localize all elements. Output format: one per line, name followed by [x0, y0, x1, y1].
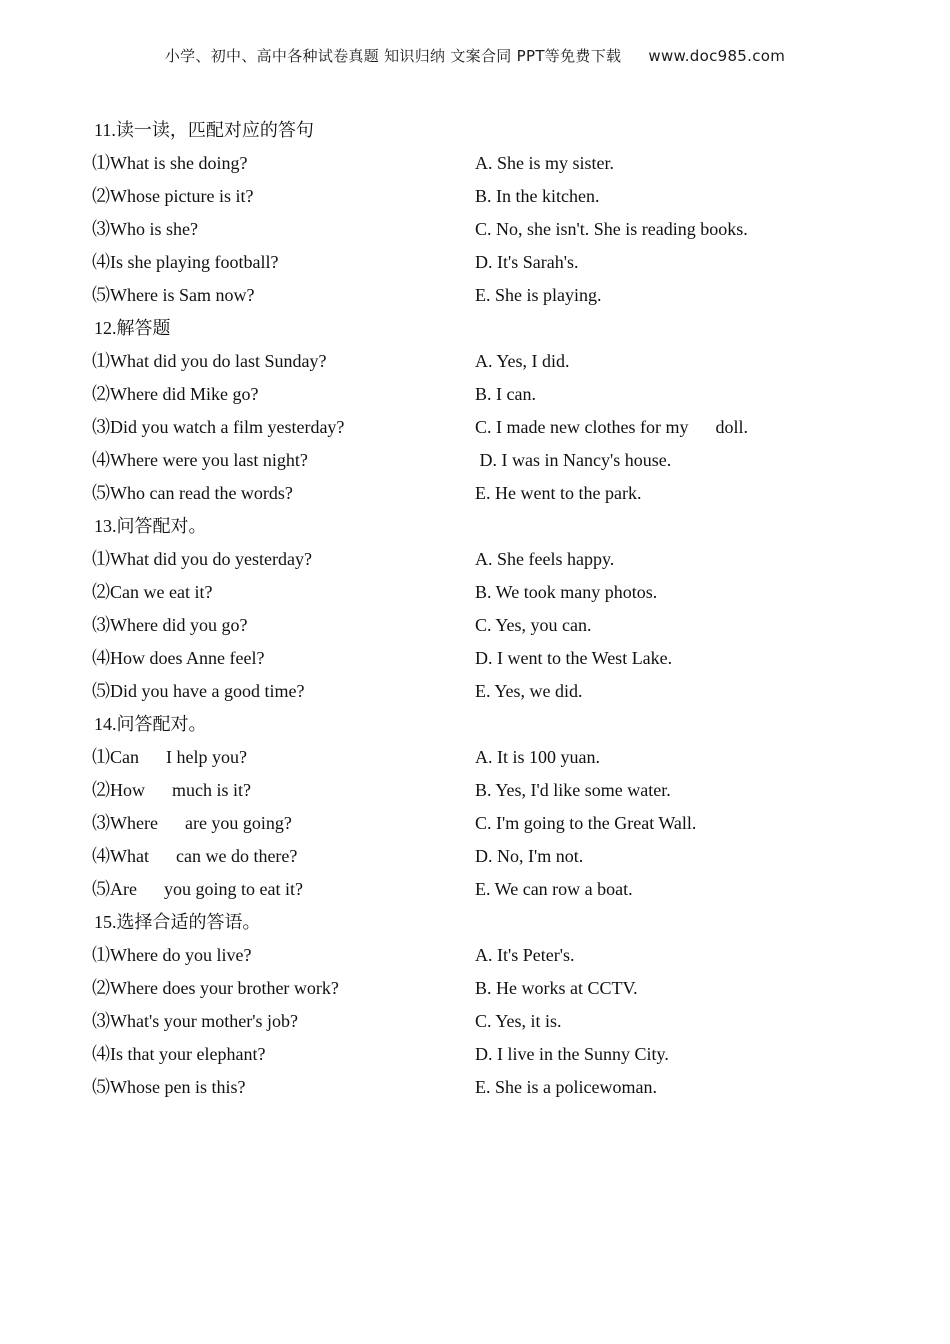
- header-text: 小学、初中、高中各种试卷真题 知识归纳 文案合同 PPT等免费下载: [164, 47, 622, 65]
- answer: B. I can.: [475, 384, 536, 404]
- question-row: [92, 675, 872, 708]
- answer: D. I live in the Sunny City.: [475, 1044, 669, 1064]
- question: ⑸Did you have a good time?: [92, 681, 305, 701]
- question: ⑴What is she doing?: [92, 153, 248, 173]
- answer: A. She is my sister.: [475, 153, 615, 173]
- section-12: [92, 312, 872, 510]
- question-row: [92, 345, 872, 378]
- section-11: [92, 114, 872, 312]
- question-row: [92, 807, 872, 840]
- question-row: [92, 411, 872, 444]
- question: ⑸Where is Sam now?: [92, 285, 255, 305]
- question-row: [92, 180, 872, 213]
- question: ⑶Where did you go?: [92, 615, 248, 635]
- question: ⑸Who can read the words?: [92, 483, 293, 503]
- question: ⑷Is she playing football?: [92, 252, 279, 272]
- question-row: [92, 939, 872, 972]
- worksheet: [92, 114, 872, 1104]
- section-title: 12.解答题: [94, 318, 171, 338]
- question-row: [92, 246, 872, 279]
- answer: D. I went to the West Lake.: [475, 648, 673, 668]
- question: ⑴Can I help you?: [92, 747, 247, 767]
- answer: E. We can row a boat.: [475, 879, 633, 899]
- answer: E. He went to the park.: [475, 483, 642, 503]
- question: ⑷How does Anne feel?: [92, 648, 265, 668]
- answer: E. She is playing.: [475, 285, 602, 305]
- question: ⑵Whose picture is it?: [92, 186, 254, 206]
- answer: C. Yes, it is.: [475, 1011, 562, 1031]
- question-row: [92, 477, 872, 510]
- question-row: [92, 741, 872, 774]
- question-row: [92, 642, 872, 675]
- section-title: 14.问答配对。: [94, 714, 207, 734]
- question-row: [92, 147, 872, 180]
- question-row: [92, 1038, 872, 1071]
- question-row: [92, 873, 872, 906]
- answer: B. Yes, I'd like some water.: [475, 780, 671, 800]
- question-row: [92, 840, 872, 873]
- question: ⑷Is that your elephant?: [92, 1044, 266, 1064]
- question: ⑵Can we eat it?: [92, 582, 213, 602]
- section-15: [92, 906, 872, 1104]
- question: ⑶Who is she?: [92, 219, 198, 239]
- question: ⑶Did you watch a film yesterday?: [92, 417, 345, 437]
- question: ⑵Where does your brother work?: [92, 978, 339, 998]
- answer: D. No, I'm not.: [475, 846, 584, 866]
- answer: B. He works at CCTV.: [475, 978, 638, 998]
- answer: C. I made new clothes for my doll.: [475, 417, 748, 437]
- question: ⑴What did you do last Sunday?: [92, 351, 327, 371]
- question-row: [92, 609, 872, 642]
- question: ⑷What can we do there?: [92, 846, 298, 866]
- question: ⑶Where are you going?: [92, 813, 292, 833]
- answer: C. Yes, you can.: [475, 615, 592, 635]
- answer: B. We took many photos.: [475, 582, 658, 602]
- question: ⑸Are you going to eat it?: [92, 879, 303, 899]
- section-title: 11.读一读，匹配对应的答句: [94, 120, 314, 140]
- question-row: [92, 1005, 872, 1038]
- question-row: [92, 543, 872, 576]
- section-14: [92, 708, 872, 906]
- header-site: www.doc985.com: [648, 47, 786, 65]
- question-row: [92, 774, 872, 807]
- answer: C. No, she isn't. She is reading books.: [475, 219, 748, 239]
- page-header: [0, 45, 950, 66]
- question-row: [92, 444, 872, 477]
- question-row: [92, 378, 872, 411]
- answer: A. She feels happy.: [475, 549, 615, 569]
- question: ⑶What's your mother's job?: [92, 1011, 298, 1031]
- question: ⑵Where did Mike go?: [92, 384, 259, 404]
- section-13: [92, 510, 872, 708]
- answer: E. She is a policewoman.: [475, 1077, 657, 1097]
- answer: A. It is 100 yuan.: [475, 747, 600, 767]
- question: ⑸Whose pen is this?: [92, 1077, 246, 1097]
- answer: E. Yes, we did.: [475, 681, 583, 701]
- answer: B. In the kitchen.: [475, 186, 600, 206]
- answer: D. I was in Nancy's house.: [475, 450, 672, 470]
- question-row: [92, 213, 872, 246]
- question: ⑷Where were you last night?: [92, 450, 308, 470]
- question-row: [92, 972, 872, 1005]
- question-row: [92, 576, 872, 609]
- answer: C. I'm going to the Great Wall.: [475, 813, 697, 833]
- question: ⑴Where do you live?: [92, 945, 252, 965]
- section-title: 13.问答配对。: [94, 516, 207, 536]
- question-row: [92, 279, 872, 312]
- answer: A. It's Peter's.: [475, 945, 575, 965]
- question-row: [92, 1071, 872, 1104]
- answer: A. Yes, I did.: [475, 351, 570, 371]
- question: ⑵How much is it?: [92, 780, 251, 800]
- question: ⑴What did you do yesterday?: [92, 549, 312, 569]
- section-title: 15.选择合适的答语。: [94, 912, 261, 932]
- answer: D. It's Sarah's.: [475, 252, 579, 272]
